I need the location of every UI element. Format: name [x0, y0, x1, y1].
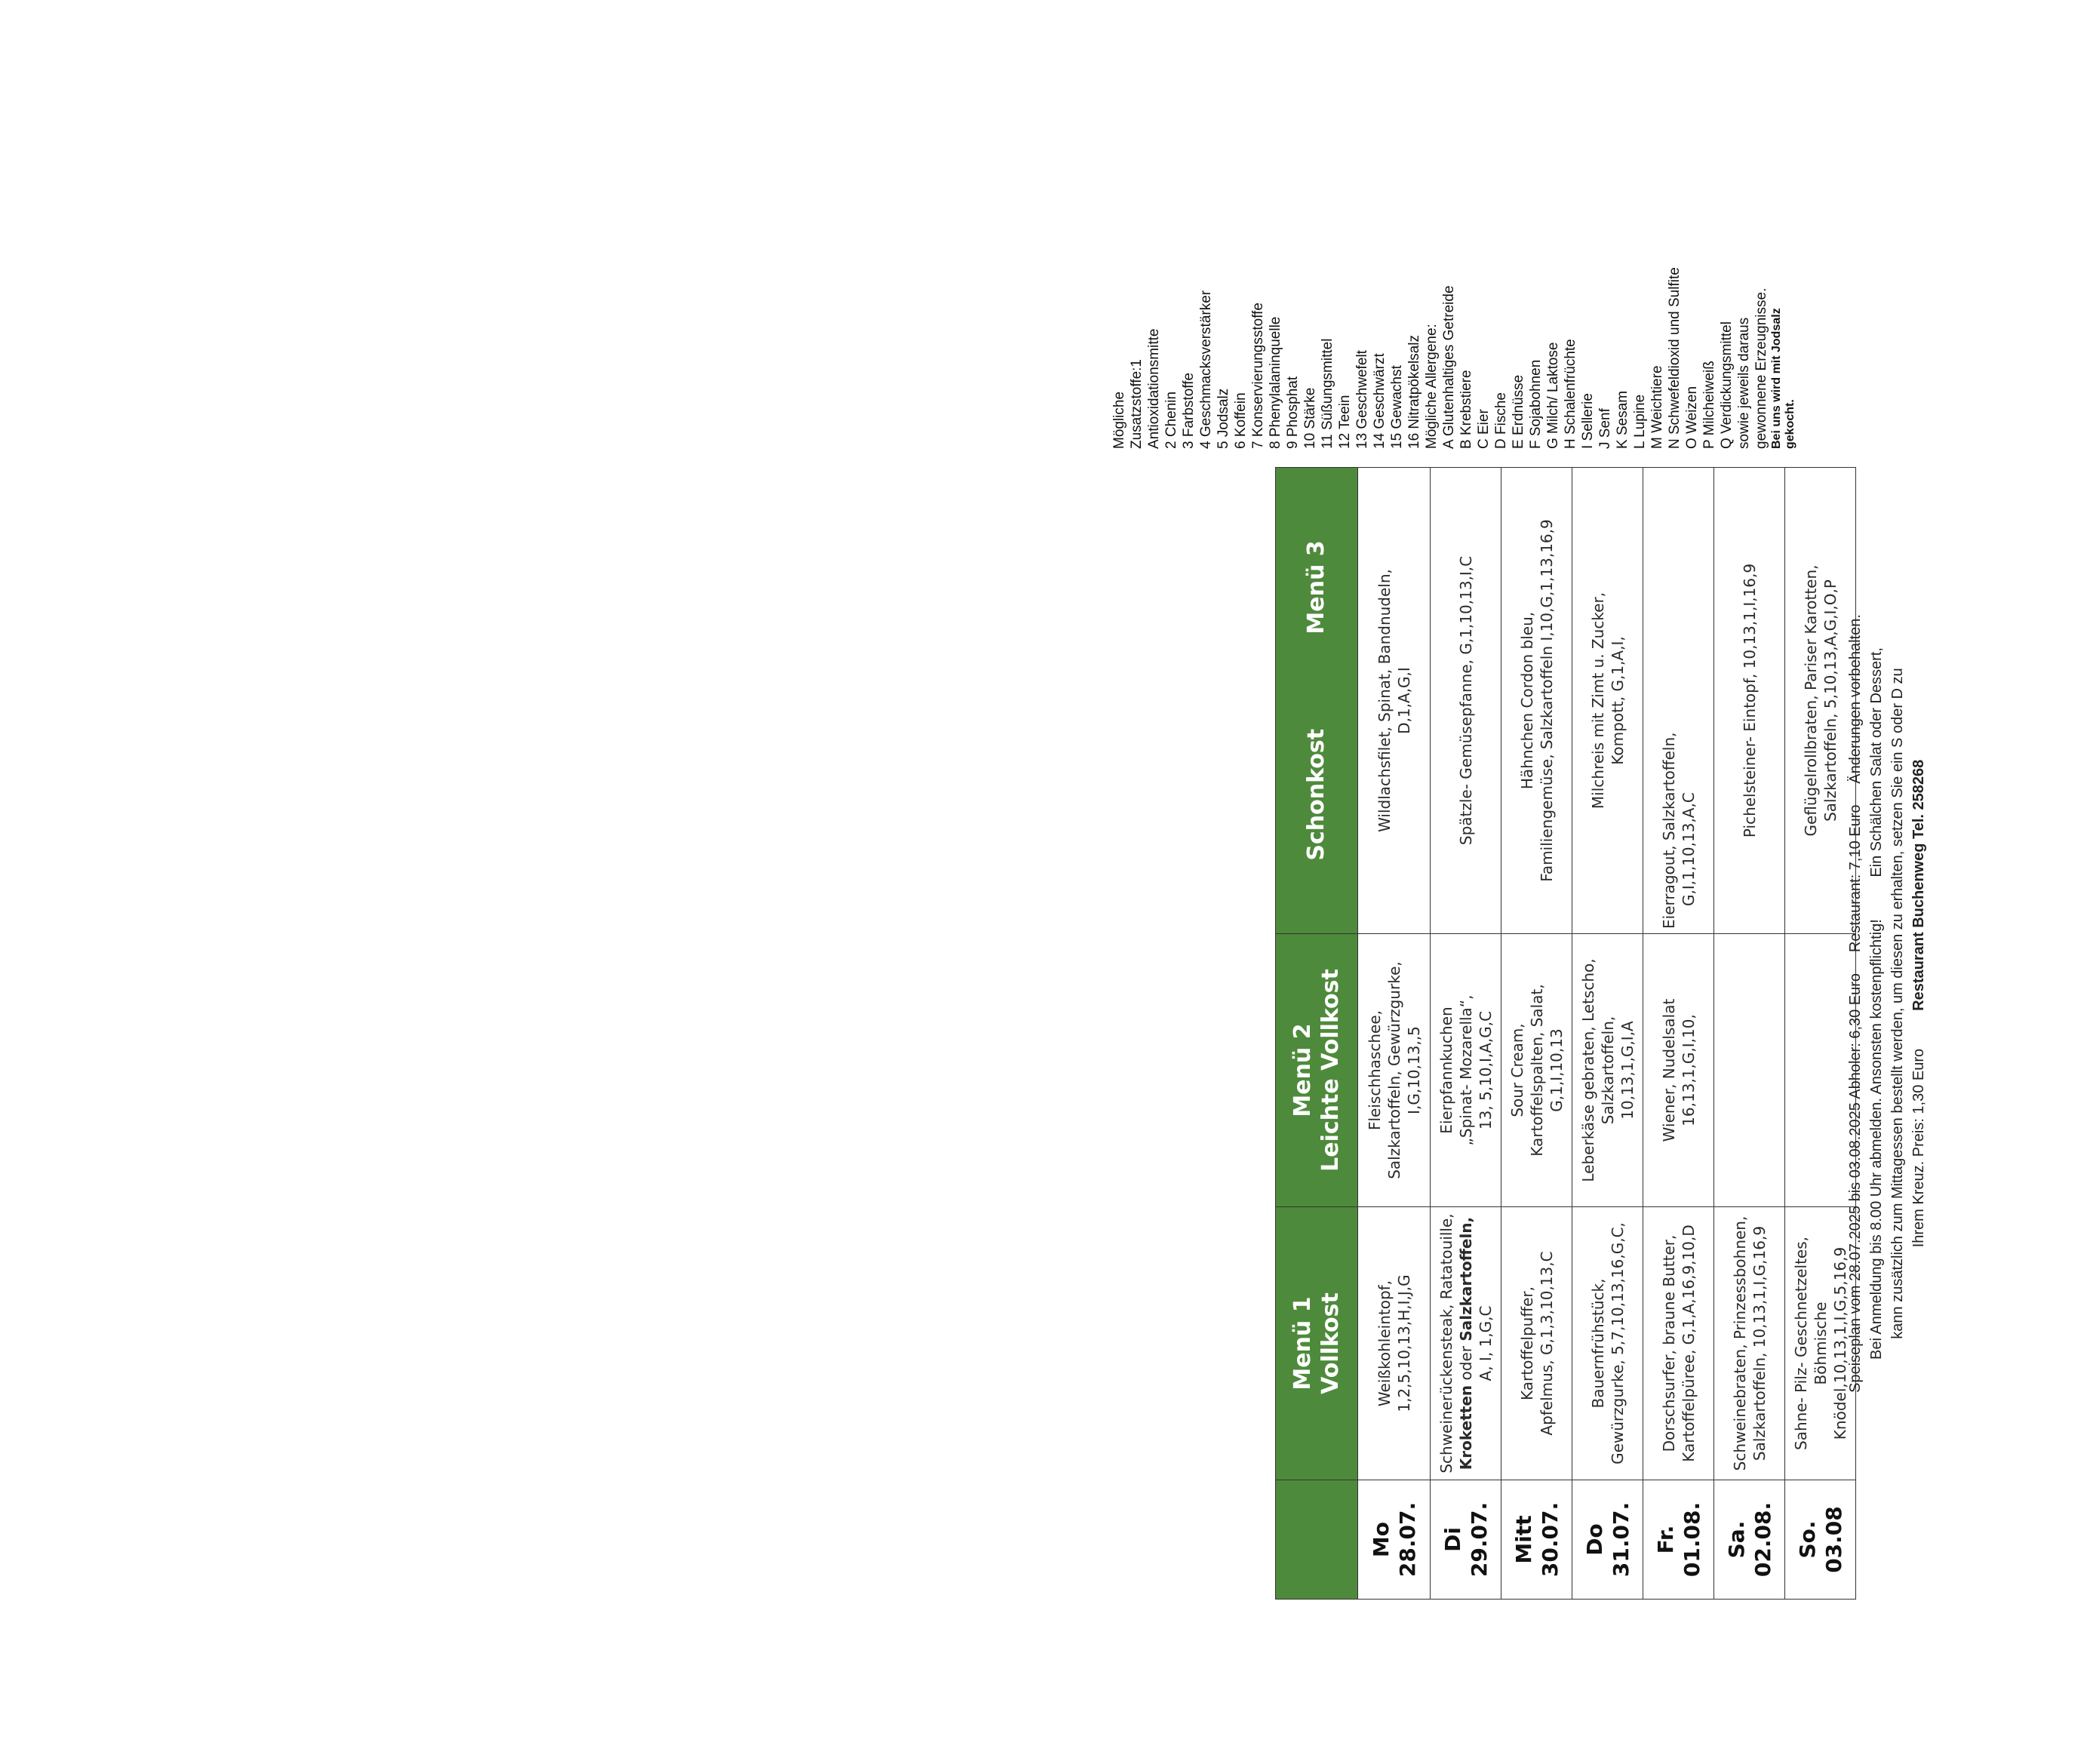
legend-item: N Schwefeldioxid und Sulfite — [1667, 267, 1683, 449]
legend-item: 4 Geschmacksverstärker — [1198, 290, 1214, 449]
table-row — [1714, 468, 1785, 1600]
dish-line: Kartoffelpüree, G,1,A,16,9,10,D — [1679, 1225, 1698, 1462]
table-row — [1643, 468, 1714, 1600]
legend-item: 12 Teein — [1337, 395, 1353, 449]
menu-3-cell — [1431, 468, 1501, 934]
dish-line: Milchreis mit Zimt u. Zucker, — [1588, 592, 1607, 810]
dish-line: Weißkohleintopf, — [1375, 1280, 1394, 1407]
legend-item: 6 Koffein — [1233, 392, 1249, 449]
legend-item: 13 Geschwefelt — [1354, 350, 1370, 449]
menu-1-cell — [1501, 1207, 1572, 1480]
day-name: Mo — [1368, 1521, 1394, 1558]
menu-1-cell — [1431, 1207, 1501, 1480]
dish-line: Salzkartoffeln, 10,13,1,I,G,16,9 — [1750, 1225, 1769, 1461]
dish-line: Salzkartoffeln, — [1598, 1016, 1617, 1125]
menu-2-cell — [1431, 934, 1501, 1207]
menu-3-cell — [1572, 468, 1643, 934]
header-menu-2 — [1276, 934, 1358, 1207]
footer-extra-price: Ihrem Kreuz. Preis: 1,30 Euro — [1910, 1048, 1927, 1248]
day-cell — [1714, 1480, 1785, 1600]
dish-line: Familiengemüse, Salzkartoffeln I,10,G,1,13,16,9 — [1537, 519, 1556, 882]
dish-line: Kompott, G,1,A,I, — [1608, 636, 1627, 765]
day-name: Fr. — [1652, 1525, 1678, 1554]
menu-1-cell — [1643, 1207, 1714, 1480]
legend-item: J Senf — [1597, 408, 1613, 449]
table-row — [1358, 468, 1431, 1600]
day-date: 01.08. — [1679, 1501, 1704, 1578]
header-menu-2-title: Menü 2 — [1289, 1023, 1316, 1117]
legend-item: L Lupine — [1632, 394, 1648, 449]
dish-line: Sour Cream, — [1508, 1023, 1526, 1117]
table-row — [1501, 468, 1572, 1600]
legend-item: O Weizen — [1684, 386, 1700, 449]
day-name: Do — [1581, 1523, 1607, 1556]
day-cell — [1572, 1480, 1643, 1600]
footer-line-cancel: Bei Anmeldung bis 8.00 Uhr abmelden. Ansonsten kostenpflichtig! Ein Schälchen Salat oder Dessert, — [1868, 647, 1885, 1360]
header-menu-1 — [1276, 1207, 1358, 1480]
dish-line: Bauernfrühstück, — [1588, 1278, 1607, 1409]
menu-2-cell — [1358, 934, 1431, 1207]
legend-item: 10 Stärke — [1302, 387, 1318, 449]
header-menu-3-title: Menü 3 — [1303, 540, 1330, 635]
day-date: 28.07. — [1394, 1501, 1420, 1578]
menu-table — [1275, 467, 1856, 1600]
legend-item: 16 Nitratpökelsalz — [1406, 334, 1422, 449]
dish-line: Schweinerückensteak, Ratatouille, — [1437, 1213, 1455, 1474]
header-menu-1-title: Menü 1 — [1289, 1296, 1316, 1391]
dish-line: Gewürzgurke, 5,7,10,13,16,G,C, — [1608, 1222, 1627, 1464]
table-row — [1431, 468, 1501, 1600]
day-date: 02.08. — [1750, 1501, 1775, 1578]
dish-line: Leberkäse gebraten, Letscho, — [1578, 958, 1597, 1182]
legend-item: 3 Farbstoffe — [1181, 372, 1197, 449]
dish-line: 10,13,1,G,I,A — [1618, 1021, 1637, 1120]
legend-item: D Fische — [1493, 392, 1509, 449]
legend-item: C Eier — [1476, 409, 1492, 449]
day-date: 30.07. — [1537, 1501, 1563, 1578]
legend-item: M Weichtiere — [1649, 365, 1665, 449]
legend-item: 2 Chenin — [1163, 391, 1179, 449]
dish-line: Salzkartoffeln, Gewürzgurke, — [1385, 961, 1403, 1179]
legend-item: 9 Phosphat — [1285, 376, 1301, 449]
legend-item: P Milcheiweiß — [1701, 361, 1717, 449]
menu-1-cell — [1714, 1207, 1785, 1480]
menu-3-cell — [1358, 468, 1431, 934]
legend-item: 11 Süßungsmittel — [1320, 338, 1335, 449]
dish-line: Apfelmus, G,1,3,10,13,C — [1537, 1251, 1556, 1436]
legend-item: 7 Konservierungsstoffe — [1250, 303, 1266, 449]
legend-note: Bei uns wird mit Jodsalz — [1770, 308, 1783, 449]
dish-line: Eierpfannkuchen — [1437, 1006, 1455, 1134]
legend-item: G Milch/ Laktose — [1545, 342, 1561, 449]
dish-line: Schweinebraten, Prinzessbohnen, — [1730, 1215, 1749, 1471]
header-day — [1276, 1480, 1358, 1600]
legend-item: 14 Geschwärzt — [1372, 353, 1388, 449]
legend-note: gekocht. — [1784, 399, 1796, 449]
legend-item: 15 Gewachst — [1389, 365, 1405, 449]
legend-item: 5 Jodsalz — [1216, 388, 1231, 449]
dish-line: 16,13,1,G,I,10, — [1679, 1014, 1698, 1126]
dish-line: „Spinat- Mozarella“, — [1456, 994, 1475, 1146]
legend-item: 8 Phenylalaninquelle — [1268, 316, 1283, 449]
legend-item: Mögliche — [1111, 391, 1127, 449]
day-date: 29.07. — [1466, 1501, 1492, 1578]
dish-line: Sahne- Pilz- Geschnetzeltes, — [1791, 1237, 1810, 1450]
header-row — [1276, 468, 1358, 1600]
menu-3-cell — [1714, 468, 1785, 934]
day-name: Sa. — [1723, 1520, 1749, 1559]
menu-3-cell — [1501, 468, 1572, 934]
dish-line: 13, 5,10,I,A,G,C — [1476, 1010, 1495, 1130]
dish-line: Dorschsurfer, braune Butter, — [1659, 1234, 1678, 1452]
dish-highlight: Salzkartoffeln, — [1456, 1216, 1475, 1341]
dish-line: G,1,I,10,13 — [1547, 1028, 1566, 1112]
dish-connector: oder — [1456, 1341, 1475, 1385]
dish-line: A, I, 1,G,C — [1476, 1305, 1495, 1381]
dish-line: Wiener, Nudelsalat — [1659, 998, 1678, 1142]
legend-item: sowie jeweils daraus — [1736, 317, 1752, 449]
dish-line: G,I,1,10,13,A,C — [1679, 792, 1698, 906]
menu-1-cell — [1358, 1207, 1431, 1480]
menu-2-cell — [1572, 934, 1643, 1207]
dish-line: Salzkartoffeln, 5,10,13,A,G,I,O,P — [1821, 579, 1840, 822]
legend-item: Antioxidationsmitte — [1146, 328, 1162, 449]
dish-line: 1,2,5,10,13,H,I,J,G — [1394, 1274, 1413, 1412]
footer-line-prices: Speiseplan vom 28.07.2025 bis 03.08.2025 Abholer: 6,30 Euro Restaurant: 7,10 Euro Änderungen vorbehalten. — [1847, 614, 1864, 1393]
dish-line: Spätzle- Gemüsepfanne, G,1,10,13,I,C — [1456, 555, 1475, 846]
dish-line: Kartoffelspalten, Salat, — [1527, 984, 1546, 1157]
day-date: 31.07. — [1608, 1501, 1634, 1578]
dish-line: I,G,10,13,,5 — [1404, 1026, 1423, 1114]
dish-line: Eierragout, Salzkartoffeln, — [1659, 732, 1678, 929]
menu-sheet — [1109, 38, 2090, 1660]
day-cell — [1358, 1480, 1431, 1600]
header-menu-2-subtitle: Leichte Vollkost — [1317, 969, 1344, 1172]
day-date: 03.08 — [1821, 1506, 1846, 1573]
dish-line: Kartoffelpuffer, — [1517, 1286, 1536, 1400]
day-cell — [1501, 1480, 1572, 1600]
legend-item: gewonnene Erzeugnisse. — [1753, 287, 1769, 449]
day-cell — [1431, 1480, 1501, 1600]
dish-line: D,1,A,G,I — [1394, 667, 1413, 734]
header-menu-1-subtitle: Vollkost — [1317, 1292, 1344, 1394]
table-row — [1572, 468, 1643, 1600]
dish-line: Geflügelrollbraten, Pariser Karotten, — [1801, 564, 1820, 837]
legend-item: K Sesam — [1615, 390, 1631, 449]
day-name: Mitt — [1511, 1515, 1536, 1564]
dish-line: Pichelsteiner- Eintopf, 10,13,1,I,16,9 — [1740, 563, 1759, 838]
additives-legend — [1111, 41, 1797, 449]
legend-item: B Krebstiere — [1458, 370, 1474, 449]
legend-item: Mögliche Allergene: — [1424, 324, 1440, 449]
dish-line: Wildlachsfilet, Spinat, Bandnudeln, — [1375, 569, 1394, 832]
dish-highlight: Kroketten — [1456, 1384, 1475, 1471]
day-cell — [1643, 1480, 1714, 1600]
day-name: Di — [1440, 1527, 1465, 1552]
menu-1-cell — [1572, 1207, 1643, 1480]
menu-2-cell — [1501, 934, 1572, 1207]
menu-2-cell — [1643, 934, 1714, 1207]
legend-item: Zusatzstoffe:1 — [1129, 359, 1145, 449]
dish-line: Fleischhaschee, — [1365, 1010, 1384, 1131]
legend-item: I Sellerie — [1580, 393, 1596, 449]
menu-3-cell — [1643, 468, 1714, 934]
legend-item: E Erdnüsse — [1511, 374, 1526, 449]
footer-line-contact — [1908, 475, 1929, 1532]
dish-line-mixed — [1456, 1212, 1476, 1475]
header-menu-3-subtitle: Schonkost — [1303, 728, 1330, 861]
footer-line-extras: kann zusätzlich zum Mittagessen bestellt werden, um diesen zu erhalten, setzen Sie ein S oder D zu — [1889, 668, 1906, 1339]
restaurant-contact: Restaurant Buchenweg Tel. 258268 — [1910, 759, 1927, 1011]
legend-item: A Glutenhaltiges Getreide — [1441, 285, 1457, 449]
dish-line: Böhmische Knödel,10,13,1,I,G,5,16,9 — [1811, 1246, 1849, 1440]
footer-notes — [1845, 475, 1929, 1532]
day-name: So. — [1794, 1520, 1820, 1559]
dish-line: Hähnchen Cordon bleu, — [1517, 611, 1536, 790]
legend-item: H Schalenfrüchte — [1563, 339, 1578, 449]
menu-2-cell — [1714, 934, 1785, 1207]
legend-item: Q Verdickungsmittel — [1719, 321, 1735, 449]
legend-item: F Sojabohnen — [1528, 359, 1544, 449]
header-menu-3 — [1276, 468, 1358, 934]
